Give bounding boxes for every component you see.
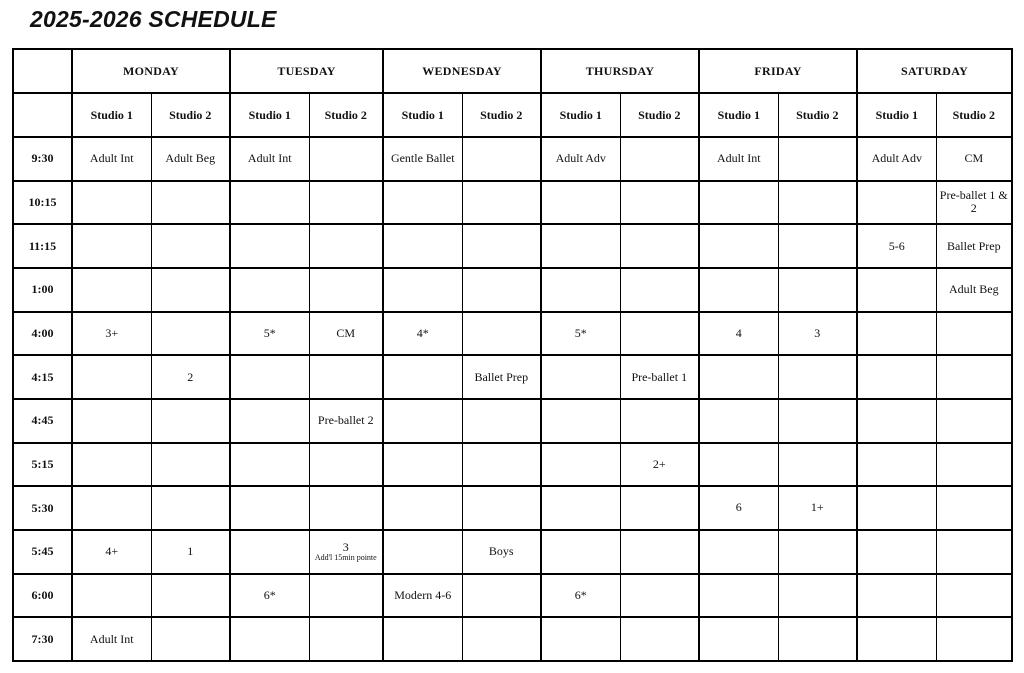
time-cell: 10:15 <box>13 181 72 225</box>
class-label: 5* <box>574 325 587 340</box>
class-cell <box>151 399 230 443</box>
studio-1-header: Studio 1 <box>699 93 778 137</box>
class-cell <box>383 224 462 268</box>
class-cell <box>383 312 462 356</box>
class-cell <box>309 443 383 487</box>
class-cell <box>541 181 620 225</box>
studio-2-header: Studio 2 <box>151 93 230 137</box>
studio-2-header: Studio 2 <box>309 93 383 137</box>
class-cell <box>383 399 462 443</box>
class-label: 5-6 <box>888 238 905 253</box>
class-cell <box>541 268 620 312</box>
class-cell <box>936 312 1012 356</box>
class-label: Adult Beg <box>165 151 216 166</box>
class-cell <box>541 530 620 574</box>
day-header-tuesday: TUESDAY <box>230 49 383 93</box>
class-cell <box>620 443 699 487</box>
class-cell <box>778 224 857 268</box>
class-label: Adult Int <box>89 151 134 166</box>
class-label: 1+ <box>810 500 824 515</box>
day-header-thursday: THURSDAY <box>541 49 699 93</box>
class-cell <box>699 268 778 312</box>
class-cell <box>699 355 778 399</box>
class-cell <box>857 181 936 225</box>
corner-cell <box>13 49 72 93</box>
class-cell <box>462 137 541 181</box>
class-cell <box>383 443 462 487</box>
class-cell <box>936 443 1012 487</box>
class-cell <box>462 617 541 661</box>
class-label: Gentle Ballet <box>390 151 455 166</box>
class-label: 6 <box>735 500 742 515</box>
class-cell <box>778 617 857 661</box>
class-cell <box>462 224 541 268</box>
class-label: Modern 4-6 <box>394 587 452 602</box>
day-header-monday: MONDAY <box>72 49 230 93</box>
class-cell <box>699 224 778 268</box>
class-cell <box>857 399 936 443</box>
class-cell <box>309 617 383 661</box>
studio-1-header: Studio 1 <box>230 93 309 137</box>
class-label: 1 <box>187 544 194 559</box>
class-cell <box>151 137 230 181</box>
time-cell: 7:30 <box>13 617 72 661</box>
schedule-row <box>13 312 1012 356</box>
class-cell <box>778 268 857 312</box>
class-cell <box>72 181 151 225</box>
class-cell <box>462 486 541 530</box>
schedule-row <box>13 181 1012 225</box>
class-cell <box>383 137 462 181</box>
schedule-table <box>12 48 1013 662</box>
class-label: Pre-ballet 1 & 2 <box>939 188 1008 216</box>
class-cell <box>541 443 620 487</box>
time-cell: 5:45 <box>13 530 72 574</box>
schedule-row <box>13 268 1012 312</box>
class-cell <box>699 530 778 574</box>
class-cell <box>857 355 936 399</box>
class-cell <box>309 530 383 574</box>
class-cell <box>620 137 699 181</box>
class-cell <box>151 312 230 356</box>
class-cell <box>383 574 462 618</box>
class-cell <box>72 355 151 399</box>
class-cell <box>620 268 699 312</box>
class-cell <box>541 355 620 399</box>
class-cell <box>383 181 462 225</box>
class-label: CM <box>964 151 984 166</box>
class-cell <box>857 617 936 661</box>
class-label: Adult Adv <box>871 151 922 166</box>
class-cell <box>230 574 309 618</box>
class-label: 4* <box>416 325 429 340</box>
class-cell <box>778 530 857 574</box>
class-label: CM <box>336 325 356 340</box>
class-cell <box>857 137 936 181</box>
class-cell <box>230 399 309 443</box>
class-cell <box>936 268 1012 312</box>
class-cell <box>541 486 620 530</box>
class-cell <box>72 486 151 530</box>
class-cell <box>778 443 857 487</box>
class-cell <box>778 181 857 225</box>
time-cell: 4:15 <box>13 355 72 399</box>
class-cell <box>309 137 383 181</box>
schedule-row <box>13 399 1012 443</box>
class-cell <box>230 224 309 268</box>
class-cell <box>778 355 857 399</box>
class-cell <box>462 443 541 487</box>
class-cell <box>151 617 230 661</box>
class-cell <box>541 137 620 181</box>
day-header-saturday: SATURDAY <box>857 49 1012 93</box>
class-cell <box>857 574 936 618</box>
class-cell <box>72 224 151 268</box>
class-cell <box>309 399 383 443</box>
class-cell <box>462 355 541 399</box>
class-cell <box>936 530 1012 574</box>
class-cell <box>778 137 857 181</box>
class-cell <box>151 530 230 574</box>
studio-1-header: Studio 1 <box>857 93 936 137</box>
class-cell <box>383 486 462 530</box>
schedule-row <box>13 137 1012 181</box>
class-label: 3+ <box>105 325 119 340</box>
time-cell: 4:00 <box>13 312 72 356</box>
schedule-row <box>13 530 1012 574</box>
class-cell <box>151 181 230 225</box>
schedule-row <box>13 486 1012 530</box>
class-cell <box>778 574 857 618</box>
class-label: Adult Int <box>247 151 292 166</box>
class-cell <box>778 486 857 530</box>
class-cell <box>309 355 383 399</box>
class-cell <box>778 399 857 443</box>
class-cell <box>620 574 699 618</box>
class-cell <box>309 574 383 618</box>
time-cell: 6:00 <box>13 574 72 618</box>
class-cell <box>309 181 383 225</box>
class-cell <box>462 181 541 225</box>
time-cell: 5:15 <box>13 443 72 487</box>
class-cell <box>620 617 699 661</box>
class-cell <box>541 224 620 268</box>
class-cell <box>541 312 620 356</box>
class-label: 4+ <box>105 544 119 559</box>
class-cell <box>857 530 936 574</box>
page-title: 2025-2026 SCHEDULE <box>30 6 277 32</box>
class-cell <box>309 486 383 530</box>
class-cell <box>936 355 1012 399</box>
time-cell: 4:45 <box>13 399 72 443</box>
day-header-friday: FRIDAY <box>699 49 857 93</box>
class-label: Pre-ballet 1 <box>631 369 688 384</box>
class-cell <box>857 486 936 530</box>
class-cell <box>72 617 151 661</box>
class-cell <box>72 268 151 312</box>
class-cell <box>151 355 230 399</box>
class-cell <box>151 443 230 487</box>
class-cell <box>620 224 699 268</box>
class-cell <box>230 530 309 574</box>
class-cell <box>72 137 151 181</box>
studio-header-row <box>13 93 1012 137</box>
class-cell <box>857 268 936 312</box>
class-cell <box>699 399 778 443</box>
class-label: Boys <box>488 544 514 559</box>
class-cell <box>72 399 151 443</box>
class-cell <box>620 312 699 356</box>
class-cell <box>462 399 541 443</box>
studio-1-header: Studio 1 <box>541 93 620 137</box>
class-cell <box>936 181 1012 225</box>
time-cell: 11:15 <box>13 224 72 268</box>
studio-1-header: Studio 1 <box>383 93 462 137</box>
class-cell <box>936 137 1012 181</box>
class-cell <box>699 137 778 181</box>
class-cell <box>857 312 936 356</box>
class-cell <box>309 312 383 356</box>
class-label: Adult Beg <box>948 282 999 297</box>
class-label: 6* <box>263 587 276 602</box>
schedule-row <box>13 224 1012 268</box>
class-cell <box>699 443 778 487</box>
class-label: Pre-ballet 2 <box>317 413 374 428</box>
schedule-row <box>13 355 1012 399</box>
class-cell <box>936 617 1012 661</box>
day-header-wednesday: WEDNESDAY <box>383 49 541 93</box>
class-label: Adult Adv <box>555 151 606 166</box>
class-cell <box>230 137 309 181</box>
class-cell <box>230 617 309 661</box>
schedule-row <box>13 443 1012 487</box>
class-cell <box>72 443 151 487</box>
studio-2-header: Studio 2 <box>620 93 699 137</box>
class-label: 3 <box>342 539 349 554</box>
class-label: Ballet Prep <box>946 238 1001 253</box>
schedule-row <box>13 617 1012 661</box>
class-label: 6* <box>574 587 587 602</box>
class-cell <box>541 574 620 618</box>
class-label: 3 <box>814 325 821 340</box>
class-cell <box>72 312 151 356</box>
class-cell <box>230 486 309 530</box>
class-cell <box>620 399 699 443</box>
class-cell <box>230 181 309 225</box>
class-cell <box>699 617 778 661</box>
class-cell <box>857 224 936 268</box>
class-cell <box>72 574 151 618</box>
class-cell <box>620 530 699 574</box>
class-cell <box>620 486 699 530</box>
class-cell <box>936 574 1012 618</box>
class-cell <box>620 181 699 225</box>
studio-2-header: Studio 2 <box>462 93 541 137</box>
class-cell <box>699 312 778 356</box>
class-cell <box>936 224 1012 268</box>
class-note: Add'l 15min pointe <box>314 553 377 563</box>
class-cell <box>620 355 699 399</box>
class-cell <box>541 617 620 661</box>
class-cell <box>383 617 462 661</box>
class-cell <box>462 574 541 618</box>
class-cell <box>230 355 309 399</box>
studio-2-header: Studio 2 <box>936 93 1012 137</box>
class-cell <box>699 486 778 530</box>
time-cell: 9:30 <box>13 137 72 181</box>
class-cell <box>151 268 230 312</box>
class-cell <box>151 486 230 530</box>
class-cell <box>151 224 230 268</box>
time-cell: 5:30 <box>13 486 72 530</box>
class-cell <box>857 443 936 487</box>
class-cell <box>383 355 462 399</box>
time-cell: 1:00 <box>13 268 72 312</box>
class-label: 4 <box>735 325 742 340</box>
class-cell <box>309 224 383 268</box>
class-cell <box>383 530 462 574</box>
class-cell <box>541 399 620 443</box>
class-cell <box>462 268 541 312</box>
class-label: 2+ <box>652 456 666 471</box>
class-cell <box>230 268 309 312</box>
schedule-body <box>13 137 1012 661</box>
class-cell <box>699 574 778 618</box>
time-header-cell <box>13 93 72 137</box>
class-cell <box>230 312 309 356</box>
class-cell <box>309 268 383 312</box>
class-label: Ballet Prep <box>474 369 529 384</box>
class-cell <box>383 268 462 312</box>
studio-1-header: Studio 1 <box>72 93 151 137</box>
schedule-row <box>13 574 1012 618</box>
class-label: 5* <box>263 325 276 340</box>
class-cell <box>778 312 857 356</box>
class-cell <box>936 486 1012 530</box>
class-label: 2 <box>187 369 194 384</box>
class-label: Adult Int <box>89 631 134 646</box>
class-cell <box>230 443 309 487</box>
class-cell <box>462 312 541 356</box>
class-cell <box>462 530 541 574</box>
day-header-row <box>13 49 1012 93</box>
studio-2-header: Studio 2 <box>778 93 857 137</box>
class-cell <box>72 530 151 574</box>
class-label: Adult Int <box>716 151 761 166</box>
class-cell <box>936 399 1012 443</box>
class-cell <box>699 181 778 225</box>
class-cell <box>151 574 230 618</box>
